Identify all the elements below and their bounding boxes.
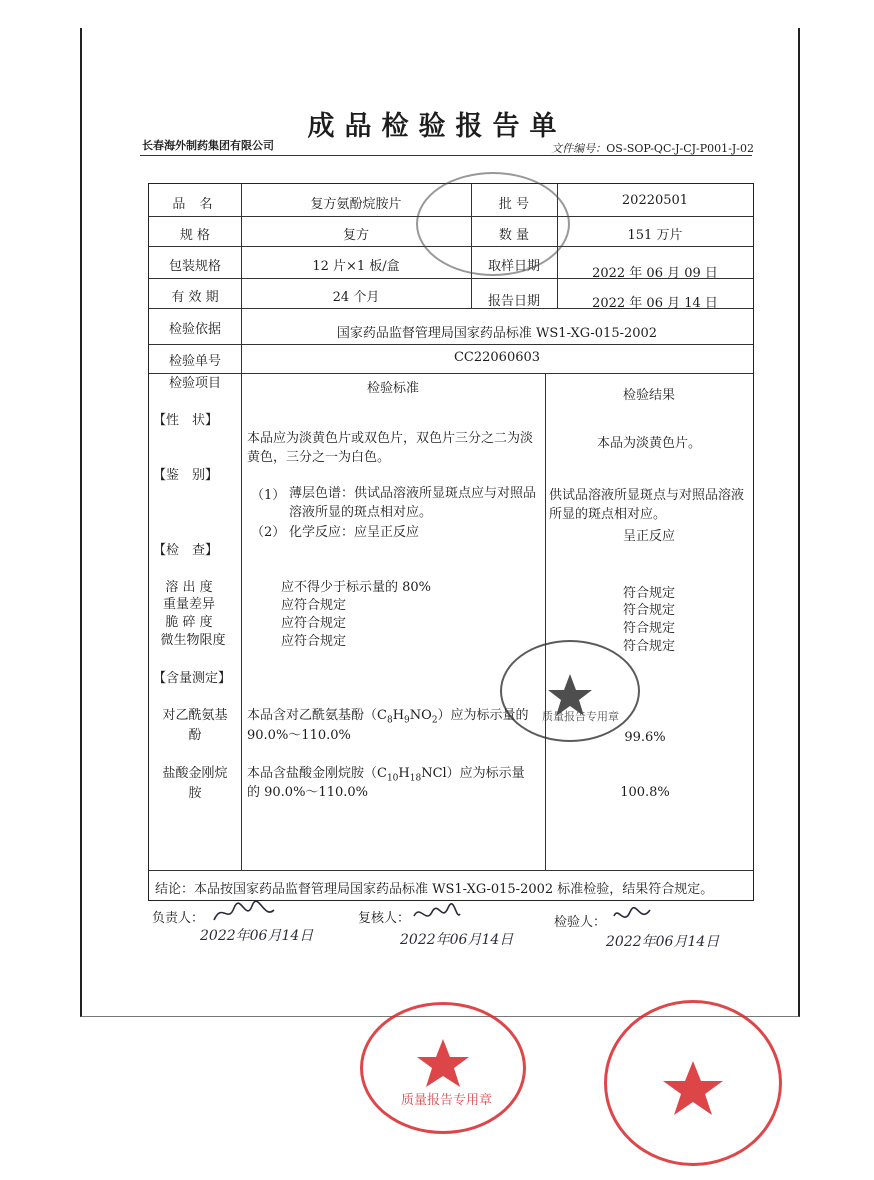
section-appearance: 【性 状】: [153, 413, 219, 428]
star-icon: [502, 642, 638, 740]
check-result: 符合规定: [622, 639, 675, 654]
section-identification: 【鉴 别】: [153, 468, 219, 483]
star-icon: [363, 1005, 523, 1131]
company-seal-red: [604, 1000, 782, 1166]
section-inspection: 【检 查】: [153, 543, 219, 558]
items-header: 检验项目: [168, 376, 221, 391]
inspector-signature-scribble: [612, 904, 652, 928]
assay-item1-name: 酚: [188, 728, 202, 743]
quantity-value: 151 万片: [627, 228, 683, 243]
report-title: 成品检验报告单: [307, 111, 567, 142]
reviewer-date: 2022年06月14日: [400, 932, 514, 948]
spec-value: 复方: [342, 228, 369, 243]
product-name: 复方氨酚烷胺片: [310, 197, 402, 212]
inspector-label: 检验人：: [554, 915, 607, 930]
report-date: 2022 年 06 月 14 日: [592, 296, 718, 311]
doc-no-label: 文件编号：: [551, 142, 607, 155]
conclusion: 结论：本品按国家药品监督管理局国家药品标准 WS1-XG-015-2002 标准检验，结果符合规定。: [155, 882, 714, 897]
assay-item2-standard: 本品含盐酸金刚烷胺$(C_{10}H_{18}NCl)$应为标示量: [247, 766, 525, 784]
company-name: 长春海外制药集团有限公司: [142, 139, 274, 152]
batch-number: 20220501: [621, 193, 689, 208]
quality-seal-gray-label: 质量报告专用章: [542, 710, 619, 723]
check-standard: 应符合规定: [281, 634, 347, 649]
spec-label: 规 格: [179, 228, 211, 243]
quality-seal-red-label: 质量报告专用章: [401, 1093, 493, 1108]
company-seal-gray: [416, 172, 570, 276]
check-standard: 应符合规定: [281, 616, 347, 631]
check-name: 脆 碎 度: [165, 615, 213, 630]
check-name: 重量差异: [162, 597, 215, 612]
product-name-label: 品 名: [172, 197, 218, 212]
quality-seal-gray: [500, 640, 640, 742]
sample-date: 2022 年 06 月 09 日: [592, 266, 718, 281]
ident-std1: 薄层色谱：供试品溶液所显斑点应与对照品溶液所显的斑点相对应。: [289, 486, 537, 520]
ident-result2: 呈正反应: [622, 529, 675, 544]
responsible-date: 2022年06月14日: [200, 928, 314, 944]
appearance-standard: 本品应为淡黄色片或双色片，双色片三分之二为淡黄色，三分之一为白色。: [247, 431, 534, 465]
reviewer-signature: [412, 902, 462, 930]
validity-value: 24 个月: [332, 290, 380, 305]
ident-result1: 供试品溶液所显斑点与对照品溶液所显的斑点相对应。: [549, 488, 745, 522]
reviewer-signature-scribble: [412, 902, 462, 926]
batch-label: 批 号: [498, 197, 530, 212]
package-value: 12 片×1 板/盒: [312, 259, 400, 274]
sample-date-label: 取样日期: [487, 259, 540, 274]
assay-item2-result: 100.8%: [620, 785, 670, 800]
check-name: 溶 出 度: [165, 580, 213, 595]
assay-item2-name: 胺: [188, 786, 202, 801]
basis-label: 检验依据: [168, 322, 221, 337]
row-line: [149, 870, 753, 871]
row-line: [149, 344, 753, 345]
ident-std2: 化学反应：应呈正反应: [289, 525, 420, 540]
report-date-label: 报告日期: [487, 294, 540, 309]
appearance-result: 本品为淡黄色片。: [596, 436, 701, 451]
ident-std2-no: （2）: [251, 525, 286, 540]
section-assay: 【含量测定】: [153, 671, 232, 686]
inspector-signature: [612, 904, 652, 932]
responsible-label: 负责人：: [152, 911, 205, 926]
quality-seal-red: [360, 1002, 526, 1134]
check-standard: 应符合规定: [281, 598, 347, 613]
assay-item1-name: 对乙酰氨基: [162, 708, 228, 723]
check-standard: 应不得少于标示量的 80%: [281, 580, 432, 595]
check-result: 符合规定: [622, 586, 675, 601]
assay-item1-result: 99.6%: [624, 730, 666, 745]
ident-std1-no: （1）: [251, 488, 286, 503]
result-header: 检验结果: [622, 388, 675, 403]
package-label: 包装规格: [168, 259, 221, 274]
order-number: CC22060603: [453, 350, 541, 365]
responsible-signature-scribble: [212, 900, 276, 926]
reviewer-label: 复核人：: [358, 911, 411, 926]
assay-item2-range: 的 90.0%～110.0%: [247, 785, 368, 800]
inspector-date: 2022年06月14日: [606, 934, 720, 950]
check-result: 符合规定: [622, 621, 675, 636]
standard-header: 检验标准: [366, 381, 419, 396]
check-name: 微生物限度: [160, 633, 226, 648]
assay-item1-range: 90.0%～110.0%: [247, 728, 351, 743]
report-table: [148, 183, 754, 901]
order-label: 检验单号: [168, 354, 221, 369]
document-number: [551, 140, 754, 156]
validity-label: 有 效 期: [171, 290, 219, 305]
doc-no-value: OS-SOP-QC-J-CJ-P001-J-02: [606, 142, 754, 155]
assay-item1-standard: 本品含对乙酰氨基酚$(C_8H_9NO_2)$应为标示量的: [247, 708, 529, 726]
header-rule: [140, 155, 752, 156]
star-icon: [607, 1003, 779, 1163]
assay-item2-name: 盐酸金刚烷: [162, 766, 228, 781]
inspection-basis: 国家药品监督管理局国家药品标准 WS1-XG-015-2002: [336, 326, 658, 341]
quantity-label: 数 量: [498, 228, 530, 243]
check-result: 符合规定: [622, 603, 675, 618]
